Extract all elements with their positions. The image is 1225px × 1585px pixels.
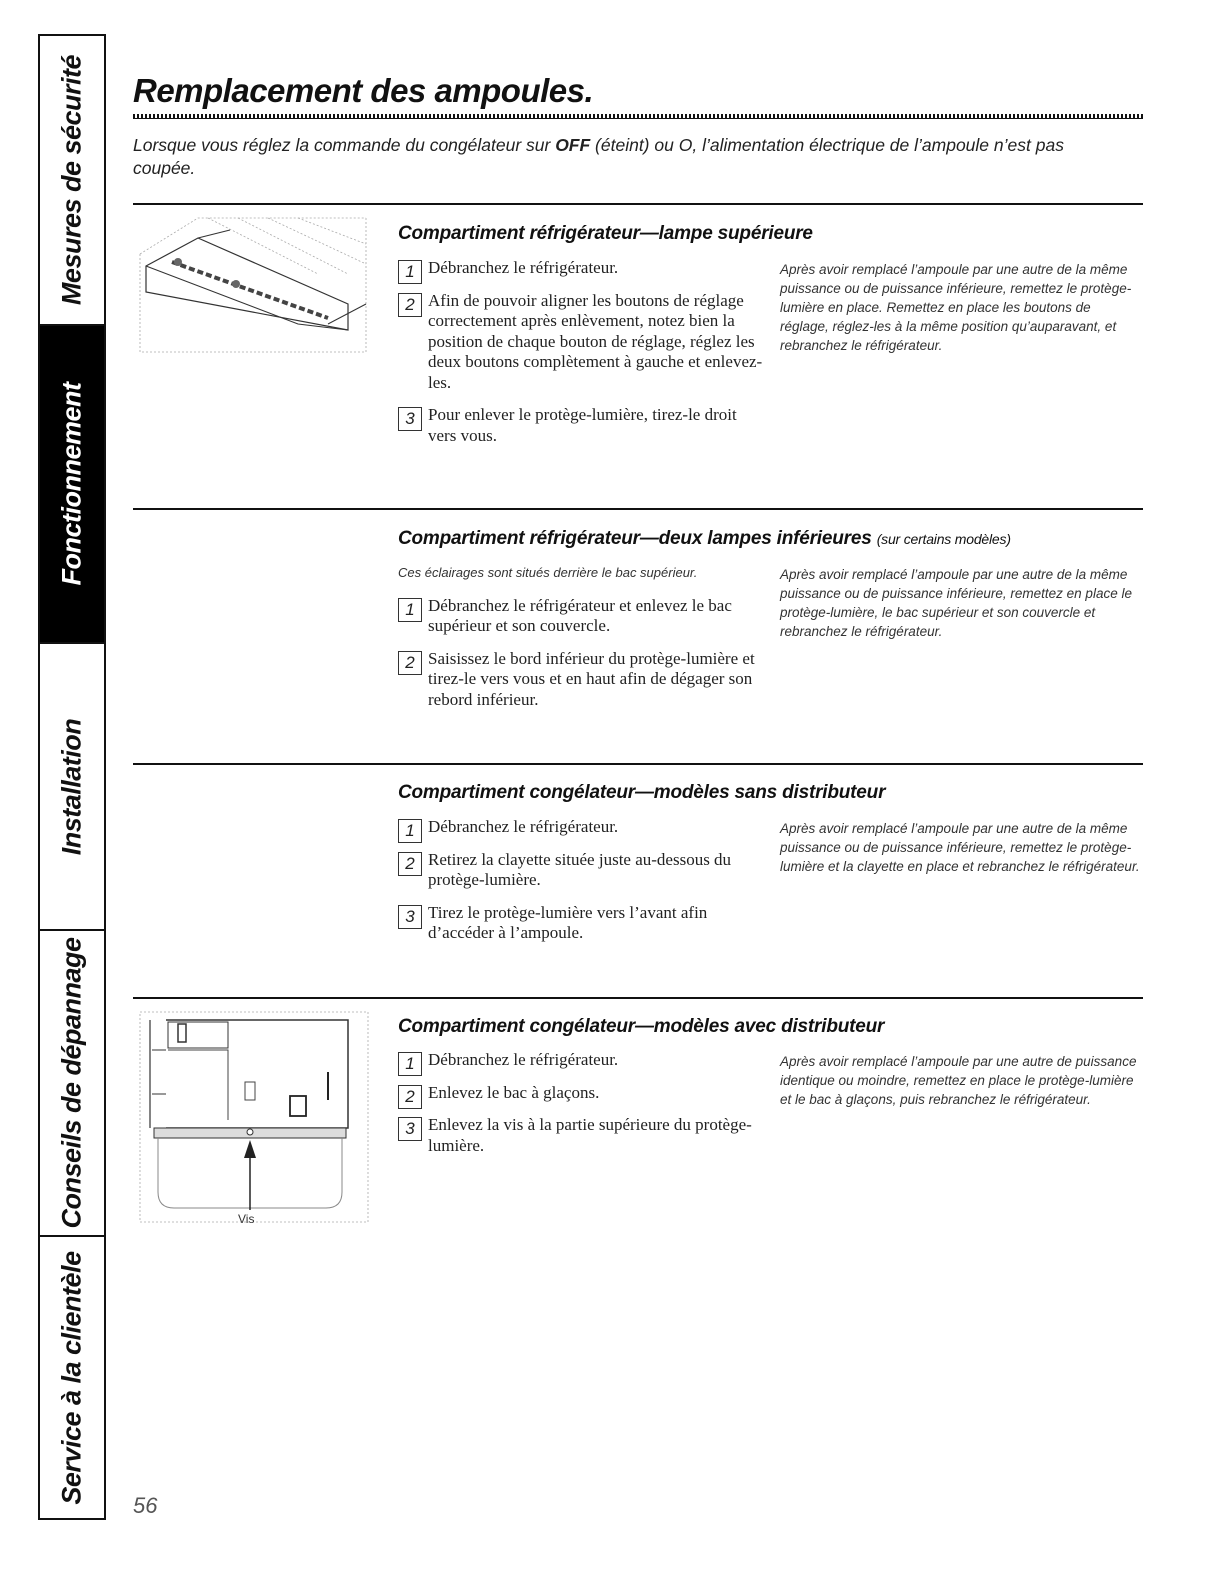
- step-number: 1: [398, 598, 422, 622]
- step-text: Débranchez le réfrigérateur.: [428, 1050, 619, 1069]
- step-text: Débranchez le réfrigérateur.: [428, 258, 619, 277]
- step-number: 2: [398, 293, 422, 317]
- section-tab-sidebar: [38, 34, 106, 1520]
- upper-light-illustration: [138, 214, 370, 356]
- step-number: 3: [398, 1117, 422, 1141]
- tab-conseils-de-depannage[interactable]: [40, 929, 104, 1235]
- section-divider: [133, 763, 1143, 765]
- step-text: Pour enlever le protège-lumière, tirez-le droit vers vous.: [428, 405, 737, 445]
- step-text: Retirez la clayette située juste au-dessous du protège-lumière.: [428, 849, 732, 889]
- section-title: Compartiment réfrigérateur—lampe supérieure: [398, 223, 813, 244]
- step-list: [398, 817, 763, 956]
- tab-label: Conseils de dépannage: [56, 937, 87, 1229]
- location-note: Ces éclairages sont situés derrière le bac supérieur.: [398, 565, 698, 580]
- screw-label: Vis: [238, 1212, 255, 1226]
- section-title: Compartiment réfrigérateur—deux lampes inférieures (sur certains modèles): [398, 528, 1011, 549]
- step-number: 3: [398, 905, 422, 929]
- section-title: Compartiment congélateur—modèles sans distributeur: [398, 782, 886, 803]
- step-text: Débranchez le réfrigérateur.: [428, 817, 619, 836]
- step-number: 1: [398, 260, 422, 284]
- step-item: [398, 649, 763, 711]
- after-replacement-note: Après avoir remplacé l’ampoule par une autre de la même puissance ou de puissance inférieure, remettez le protège-lumière et la clayette en place et rebranchez le réfrigérateur.: [780, 821, 1140, 874]
- step-number: 2: [398, 1085, 422, 1109]
- step-text: Saisissez le bord inférieur du protège-lumière et tirez-le vers vous et en haut afin de dégager son rebord inférieur.: [428, 648, 755, 709]
- section-subtitle: (sur certains modèles): [876, 531, 1011, 547]
- step-item: [398, 596, 763, 637]
- tab-label: Mesures de sécurité: [56, 54, 87, 306]
- tab-label: Installation: [56, 718, 87, 855]
- tab-fonctionnement[interactable]: [40, 324, 104, 642]
- intro-text: Lorsque vous réglez la commande du congélateur sur OFF (éteint) ou O, l’alimentation électrique de l’ampoule n’est pas coupée.: [133, 135, 1064, 178]
- step-text: Afin de pouvoir aligner les boutons de réglage correctement après enlèvement, notez bien la position de chaque bouton de réglage, réglez les deux boutons complètement à gauche et enlevez-les.: [428, 290, 763, 392]
- step-number: 2: [398, 651, 422, 675]
- tab-label: Service à la clientèle: [56, 1250, 87, 1505]
- step-item: [398, 1115, 763, 1156]
- step-item: [398, 258, 763, 279]
- tab-installation[interactable]: [40, 642, 104, 929]
- step-item: [398, 405, 763, 446]
- after-replacement-note: Après avoir remplacé l’ampoule par une autre de la même puissance ou de puissance inférieure, remettez le protège-lumière en place. Remettez en place les boutons de réglage, réglez-les à la même position qu’auparavant, et rebranchez le réfrigérateur.: [780, 262, 1132, 353]
- step-text: Enlevez le bac à glaçons.: [428, 1082, 600, 1102]
- step-list: [398, 563, 763, 722]
- after-replacement-note: Après avoir remplacé l’ampoule par une autre de la même puissance ou de puissance inférieure, remettez en place le protège-lumière, le bac supérieur et son couvercle et rebranchez le réfrigérateur.: [780, 567, 1132, 639]
- step-item: [398, 1083, 763, 1104]
- page-number: 56: [133, 1493, 158, 1518]
- step-item: [398, 817, 763, 838]
- step-number: 3: [398, 407, 422, 431]
- step-list: [398, 258, 763, 458]
- section-title: Compartiment congélateur—modèles avec distributeur: [398, 1016, 885, 1037]
- section-divider: [133, 997, 1143, 999]
- step-list: [398, 1050, 763, 1168]
- step-text: Enlevez la vis à la partie supérieure du protège-lumière.: [428, 1115, 752, 1155]
- tab-service-a-la-clientele[interactable]: [40, 1235, 104, 1520]
- step-text: Débranchez le réfrigérateur et enlevez le bac supérieur et son couvercle.: [428, 595, 732, 635]
- step-number: 1: [398, 819, 422, 843]
- section-divider: [133, 508, 1143, 510]
- step-number: 1: [398, 1052, 422, 1076]
- step-number: 2: [398, 852, 422, 876]
- page-title: Remplacement des ampoules.: [133, 72, 594, 109]
- tab-mesures-de-securite[interactable]: [40, 34, 104, 324]
- step-item: [398, 903, 763, 944]
- step-item: [398, 850, 763, 891]
- section-divider: [133, 203, 1143, 205]
- tab-label: Fonctionnement: [56, 382, 87, 586]
- step-text: Tirez le protège-lumière vers l’avant afin d’accéder à l’ampoule.: [428, 902, 708, 942]
- freezer-dispenser-illustration: [138, 1010, 370, 1228]
- step-item: [398, 291, 763, 394]
- after-replacement-note: Après avoir remplacé l’ampoule par une autre de puissance identique ou moindre, remettez en place le protège-lumière et le bac à glaçons, puis rebranchez le réfrigérateur.: [780, 1054, 1137, 1107]
- title-dotted-rule: [133, 114, 1143, 119]
- step-item: [398, 1050, 763, 1071]
